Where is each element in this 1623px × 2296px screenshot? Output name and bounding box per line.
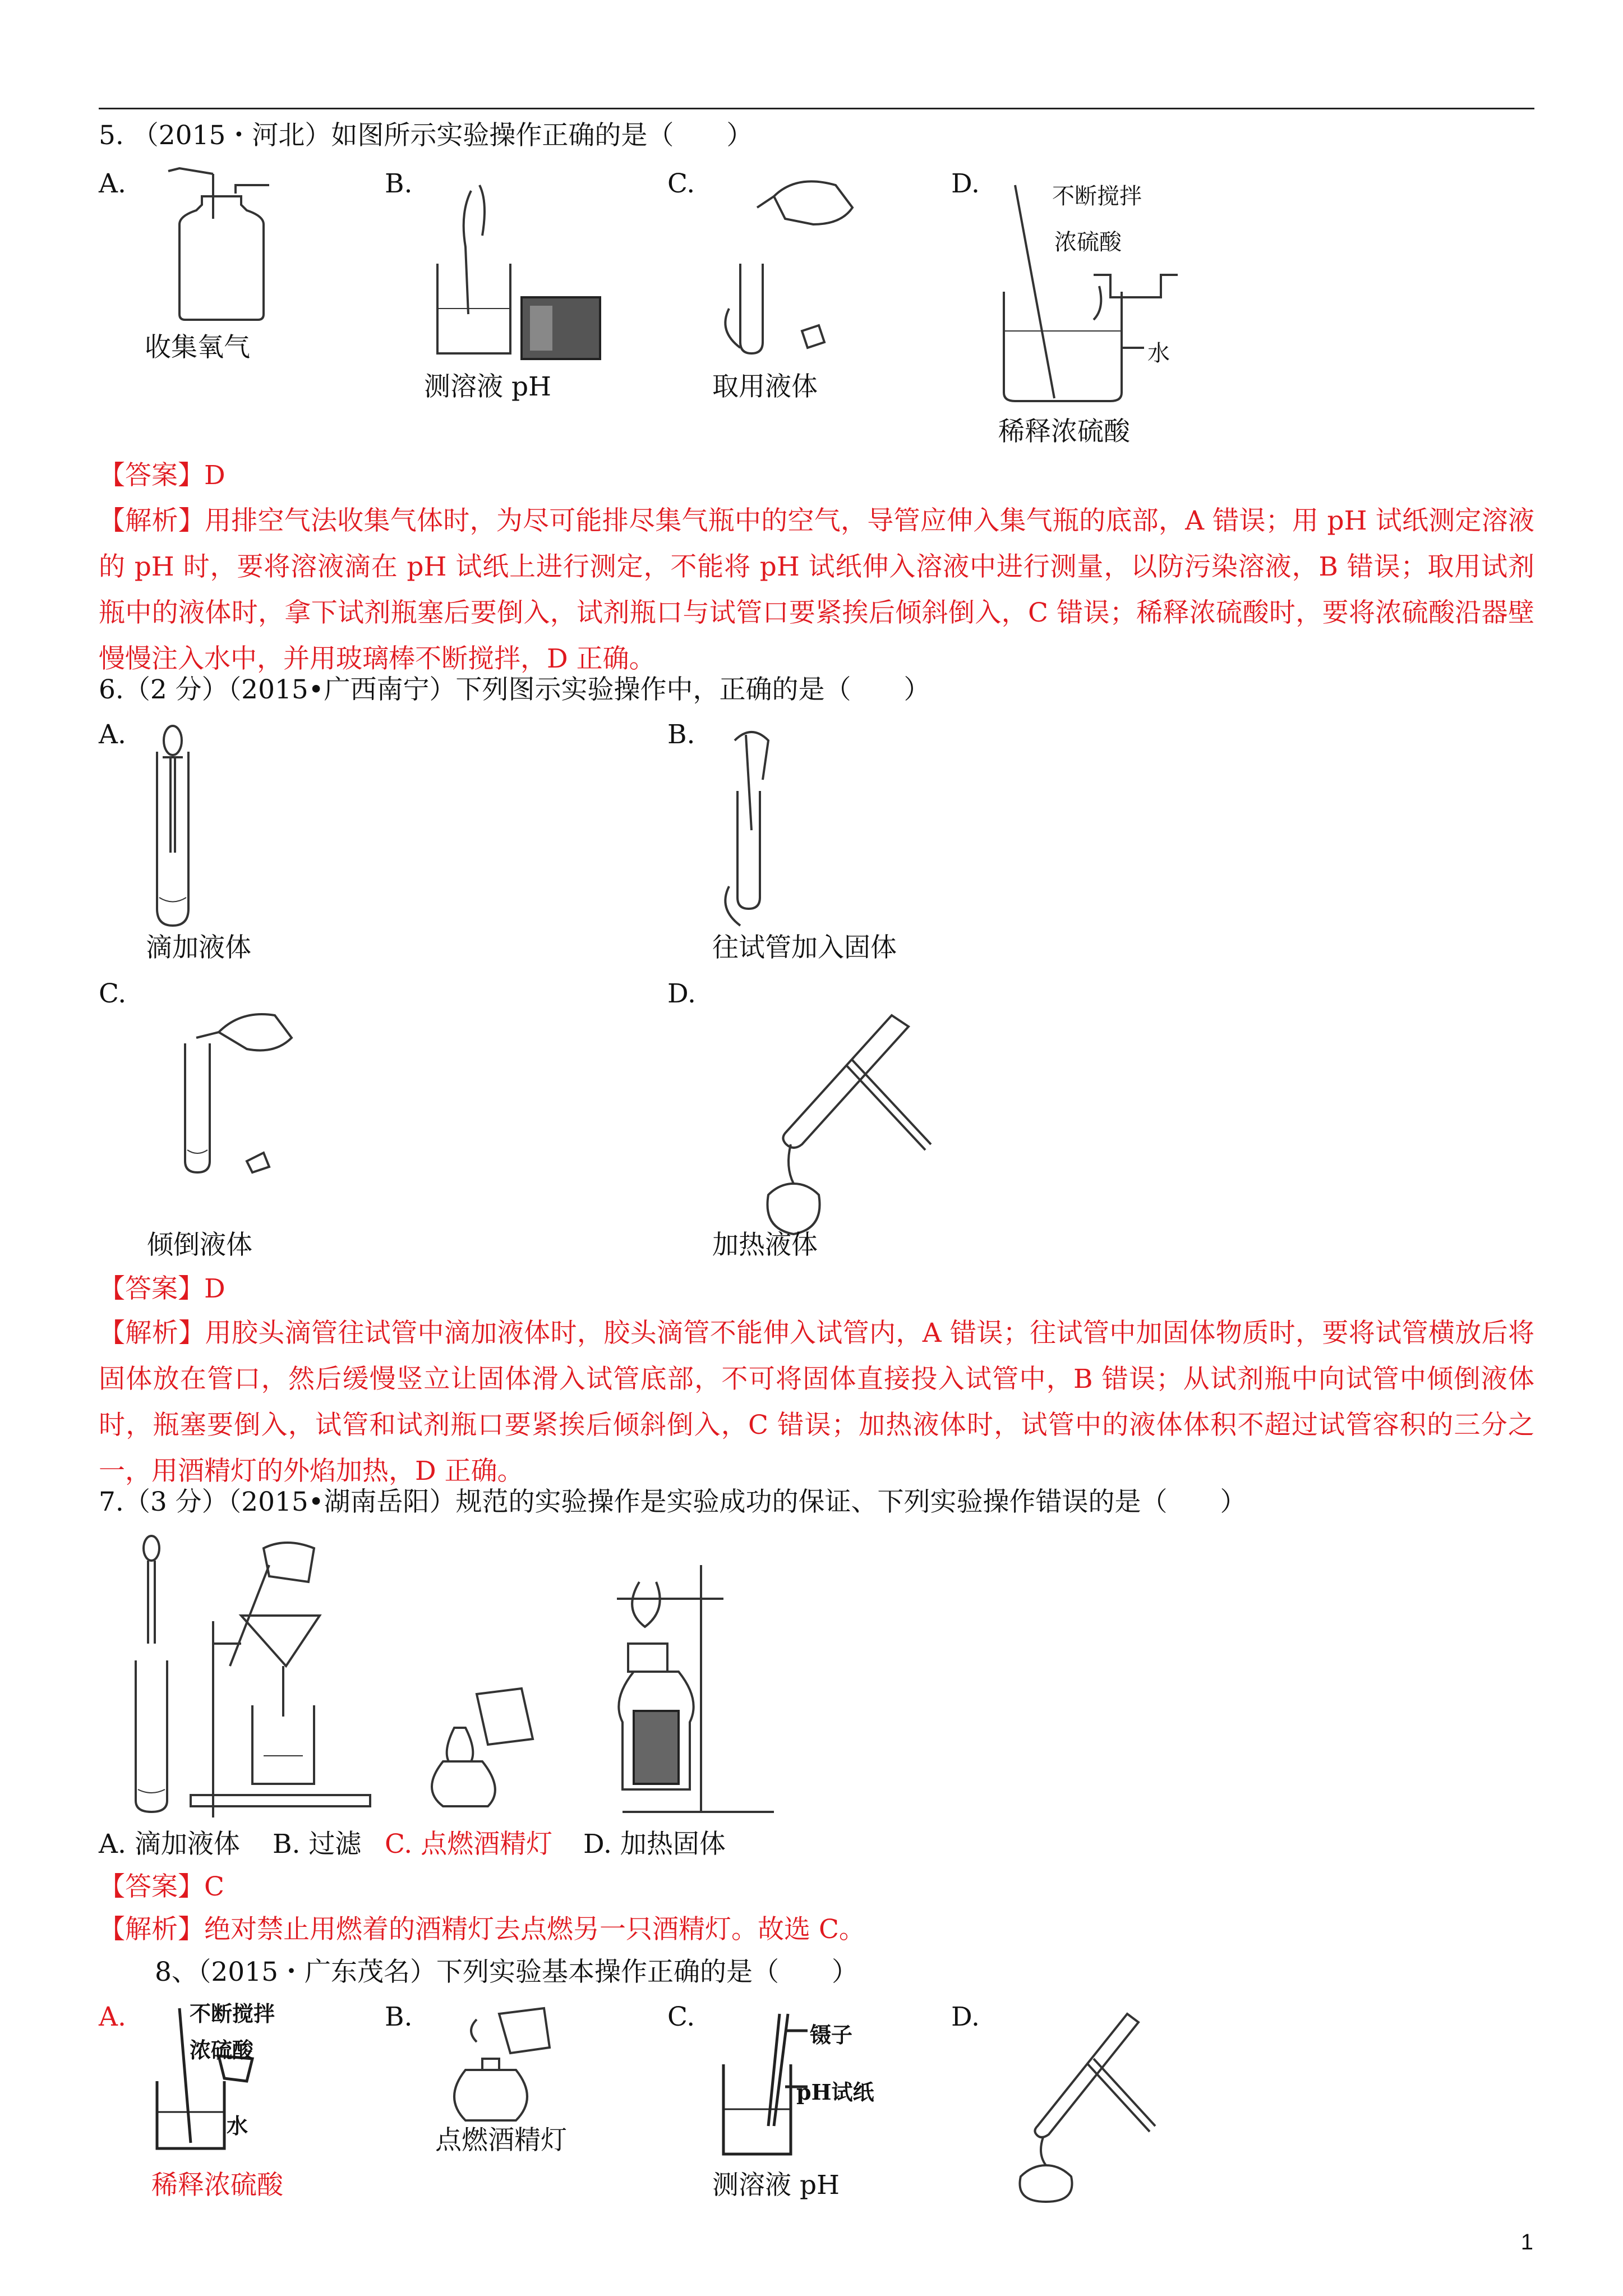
q6-answer: 【答案】D — [99, 1273, 225, 1304]
q8-option-b: B. — [385, 2001, 413, 2032]
q8-caption-b: 点燃酒精灯 — [435, 2125, 567, 2156]
q8-option-a: A. — [99, 2001, 126, 2032]
q5-d-label-stir: 不断搅拌 — [1052, 183, 1142, 209]
q5-caption-a: 收集氧气 — [145, 332, 250, 363]
q7-answer: 【答案】C — [99, 1871, 224, 1902]
q7-option-b: B. 过滤 — [273, 1829, 362, 1860]
q8-figure-light-lamp — [432, 2003, 561, 2132]
q5-d-label-acid: 浓硫酸 — [1054, 229, 1122, 255]
q5-option-b: B. — [385, 168, 413, 199]
q5-figure-ph-test — [426, 168, 628, 370]
q6-caption-a: 滴加液体 — [146, 932, 251, 963]
q5-figure-dilute-acid — [993, 180, 1217, 404]
q8-c-label-tweezers: 镊子 — [810, 2022, 853, 2047]
q6-option-d: D. — [667, 978, 696, 1009]
q7-option-a: A. 滴加液体 — [99, 1829, 240, 1860]
q8-figure-heat-tube — [1004, 2008, 1166, 2205]
q6-figure-pour-liquid — [174, 1004, 320, 1184]
q5-caption-b: 测溶液 pH — [424, 371, 552, 402]
q7-analysis: 【解析】绝对禁止用燃着的酒精灯去点燃另一只酒精灯。故选 C。 — [99, 1914, 865, 1945]
q5-option-a: A. — [99, 168, 126, 199]
q7-figure-four-operations — [129, 1531, 791, 1818]
q5-stem: 5. （2015・河北）如图所示实验操作正确的是（ ） — [99, 120, 753, 151]
q7-option-d: D. 加热固体 — [583, 1829, 726, 1860]
q6-analysis: 【解析】用胶头滴管往试管中滴加液体时，胶头滴管不能伸入试管内，A 错误；往试管中加固体物质时，要将试管横放后将固体放在管口，然后缓慢竖立让固体滑入试管底部，不可将固体直接投入试管中，B 错误；从试剂瓶中向试管中倾倒液体时，瓶塞要倒入，试管和试剂瓶口要紧挨后倾斜倒入，C 错误；加热液体时，试管中的液体体积不超过试管容积的三分之一，用酒精灯的外焰加热，D 正确。 — [99, 1318, 1534, 1487]
q8-stem: 8、（2015・广东茂名）下列实验基本操作正确的是（ ） — [155, 1957, 859, 1987]
q5-option-c: C. — [667, 168, 695, 199]
q8-caption-a: 稀释浓硫酸 — [151, 2170, 283, 2201]
q5-caption-c: 取用液体 — [712, 371, 818, 402]
q6-caption-c: 倾倒液体 — [147, 1230, 252, 1260]
q6-option-c: C. — [99, 978, 127, 1009]
page-number: 1 — [1520, 2230, 1533, 2254]
q7-stem: 7.（3 分）（2015•湖南岳阳）规范的实验操作是实验成功的保证、下列实验操作错误的是（ ） — [99, 1487, 1247, 1517]
q8-caption-c: 测溶液 pH — [712, 2170, 840, 2201]
q5-d-label-water: 水 — [1147, 341, 1170, 366]
q6-caption-d: 加热液体 — [712, 1230, 818, 1260]
q8-a-label-stir: 不断搅拌 — [190, 2001, 275, 2026]
q5-analysis: 【解析】用排空气法收集气体时，为尽可能排尽集气瓶中的空气，导管应伸入集气瓶的底部，A 错误；用 pH 试纸测定溶液的 pH 时，要将溶液滴在 pH 试纸上进行测定，不能将 pH 试纸伸入溶液中进行测量，以防污染溶液，B 错误；取用试剂瓶中的液体时，拿下试剂瓶塞后要倒入，试剂瓶口与试管口要紧挨后倾斜倒入，C 错误；稀释浓硫酸时，要将浓硫酸沿器壁慢慢注入水中，并用玻璃棒不断搅拌，D 正确。 — [99, 505, 1534, 674]
q6-option-b: B. — [667, 719, 695, 750]
q5-figure-gas-bottle — [157, 163, 286, 331]
q6-figure-add-solid — [707, 718, 796, 931]
q6-stem: 6.（2 分）（2015•广西南宁）下列图示实验操作中，正确的是（ ） — [99, 674, 930, 705]
q5-option-d: D. — [951, 168, 980, 199]
q8-c-label-ph-paper: pH试纸 — [796, 2079, 874, 2105]
q6-option-a: A. — [99, 719, 126, 750]
q6-figure-heat-liquid — [746, 1004, 948, 1240]
q8-option-c: C. — [667, 2001, 695, 2032]
q5-figure-taking-liquid — [707, 163, 875, 365]
q8-a-label-water: 水 — [227, 2113, 248, 2138]
q6-caption-b: 往试管加入固体 — [712, 932, 897, 963]
q5-answer: 【答案】D — [99, 460, 225, 491]
q8-option-d: D. — [951, 2001, 980, 2032]
header-rule — [99, 108, 1534, 109]
q8-a-label-acid: 浓硫酸 — [190, 2037, 254, 2063]
q5-caption-d: 稀释浓硫酸 — [998, 416, 1130, 447]
q6-figure-dropper — [135, 718, 208, 937]
q7-option-c: C. 点燃酒精灯 — [385, 1829, 553, 1860]
